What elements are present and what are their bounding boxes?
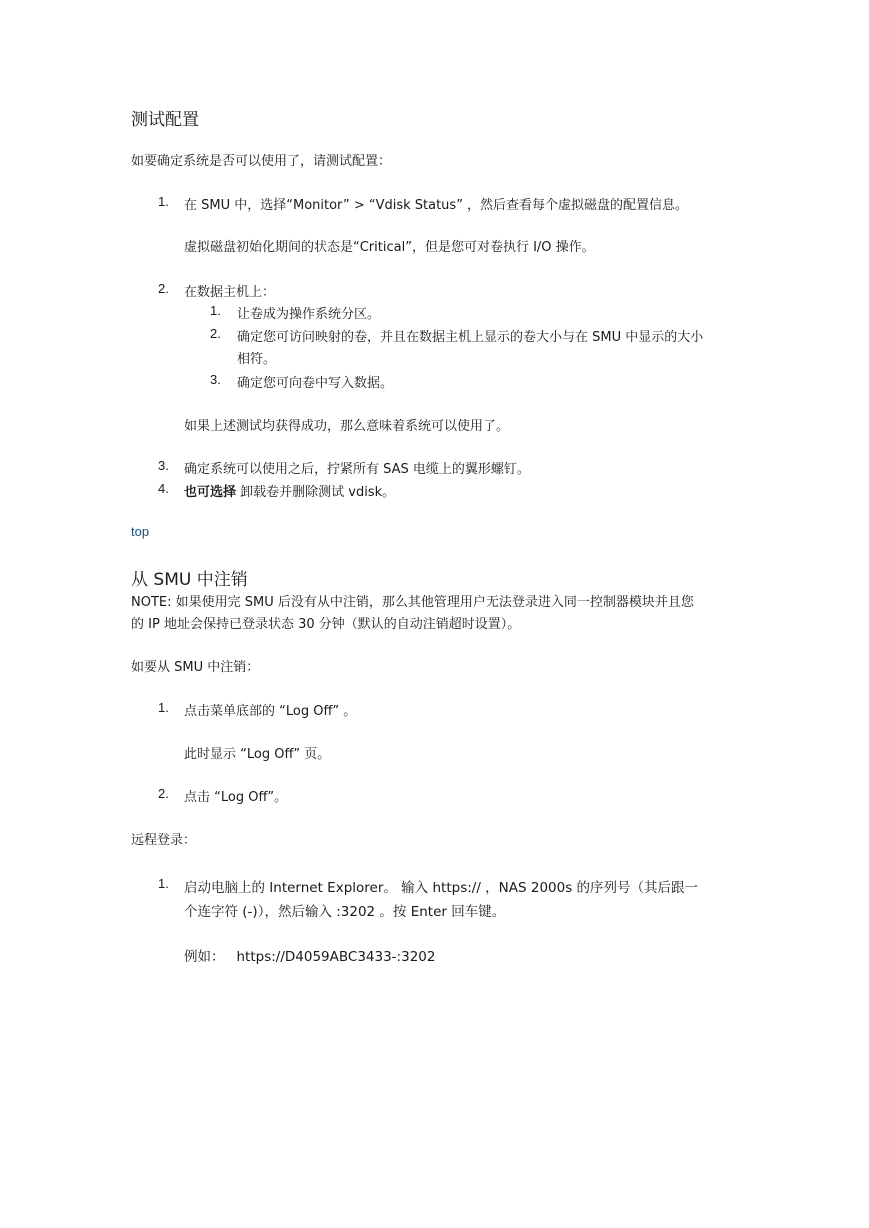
substep-text: 确定您可向卷中写入数据。 [237, 376, 394, 391]
optional-label: 也可选择 [184, 485, 237, 500]
step-note: 如果上述测试均获得成功，那么意味着系统可以使用了。 [184, 419, 510, 434]
section-title-logoff: 从 SMU 中注销 [131, 570, 248, 590]
substep-text-cont: 相符。 [237, 352, 277, 367]
step-note: 虚拟磁盘初始化期间的状态是“Critical”，但是您可对卷执行 I/O 操作。 [184, 240, 595, 255]
section-intro: 如要从 SMU 中注销： [131, 660, 260, 675]
section-intro: 如要确定系统是否可以使用了，请测试配置： [131, 154, 392, 169]
step-number: 3. [158, 458, 169, 473]
substep-number: 1. [210, 303, 221, 318]
step-number: 2. [158, 281, 169, 296]
substep-number: 3. [210, 372, 221, 387]
step-note: 此时显示 “Log Off” 页。 [184, 747, 331, 762]
example-label: 例如： [184, 949, 225, 965]
note-line: NOTE: 如果使用完 SMU 后没有从中注销，那么其他管理用户无法登录进入同一控制器模块并且您 [131, 595, 694, 610]
example-url: https://D4059ABC3433-:3202 [236, 949, 436, 965]
section-title-remote-login: 远程登录： [131, 833, 197, 848]
step-number: 1. [158, 194, 169, 209]
note-line: 的 IP 地址会保持已登录状态 30 分钟（默认的自动注销超时设置）。 [131, 617, 521, 632]
step-text: 在 SMU 中，选择“Monitor” > “Vdisk Status” ，然后查看每个虚拟磁盘的配置信息。 [184, 198, 689, 213]
substep-number: 2. [210, 326, 221, 341]
step-number: 1. [158, 876, 169, 891]
step-number: 2. [158, 786, 169, 801]
step-text: 点击菜单底部的 “Log Off” 。 [184, 704, 357, 719]
step-number: 1. [158, 700, 169, 715]
step-text-rest: 卸载卷并删除测试 vdisk。 [236, 485, 396, 500]
example-line [184, 945, 435, 965]
step-text [184, 481, 395, 500]
substep-text: 确定您可访问映射的卷，并且在数据主机上显示的卷大小与在 SMU 中显示的大小 [237, 330, 704, 345]
step-text: 点击 “Log Off”。 [184, 790, 288, 805]
step-text: 在数据主机上： [184, 285, 276, 300]
top-link[interactable]: top [131, 524, 150, 539]
step-text-cont: 个连字符 (-)），然后输入 :3202 。按 Enter 回车键。 [184, 904, 506, 920]
substep-text: 让卷成为操作系统分区。 [237, 307, 381, 322]
step-number: 4. [158, 481, 169, 496]
section-title-test-config: 测试配置 [131, 110, 199, 130]
step-text: 启动电脑上的 Internet Explorer。 输入 https:// ，NAS 2000s 的序列号（其后跟一 [184, 880, 699, 896]
step-text: 确定系统可以使用之后，拧紧所有 SAS 电缆上的翼形螺钉。 [184, 462, 530, 477]
